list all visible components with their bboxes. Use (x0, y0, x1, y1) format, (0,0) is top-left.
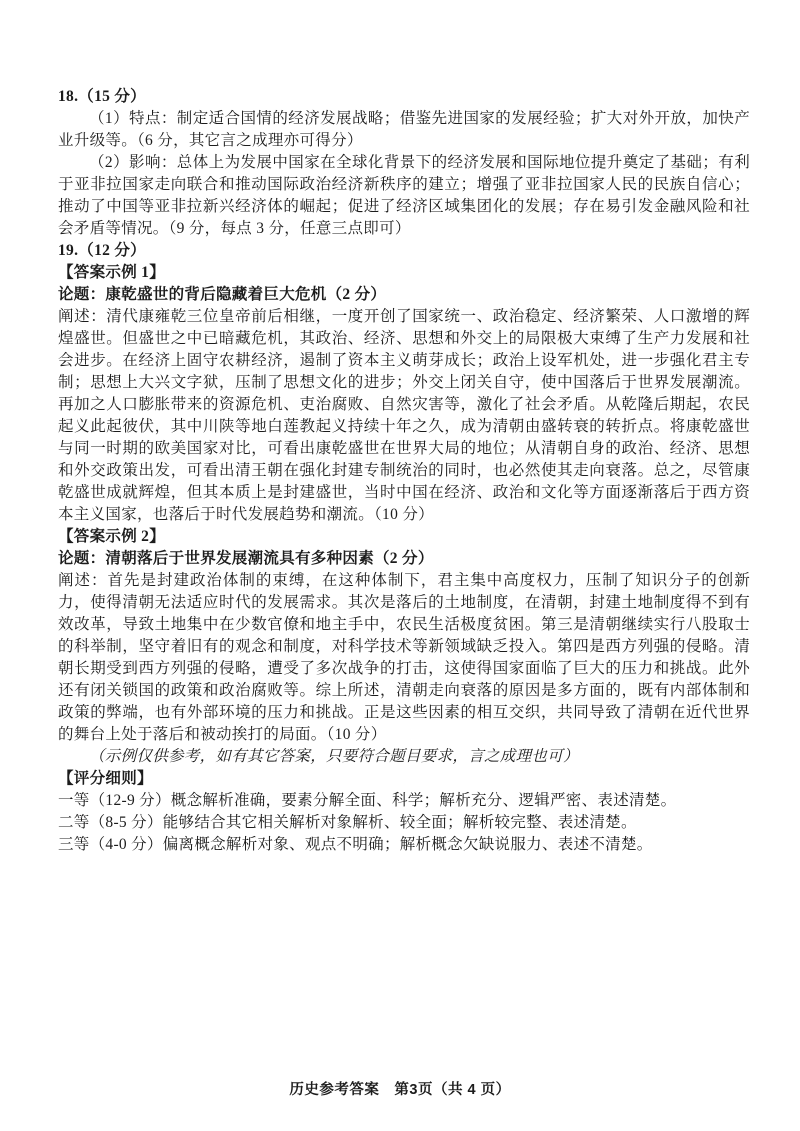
example-1-exposition: 阐述：清代康雍乾三位皇帝前后相继，一度开创了国家统一、政治稳定、经济繁荣、人口激增的辉煌盛世。但盛世之中已暗藏危机，其政治、经济、思想和外交上的局限极大束缚了生产力发展和社会进步。在经济上固守农耕经济，遏制了资本主义萌芽成长；政治上设军机处，进一步强化君主专制；思想上大兴文字狱，压制了思想文化的进步；外交上闭关自守，使中国落后于世界发展潮流。再加之人口膨胀带来的资源危机、吏治腐败、自然灾害等，激化了社会矛盾。从乾隆后期起，农民起义此起彼伏，其中川陕等地白莲教起义持续十年之久，成为清朝由盛转衰的转折点。将康乾盛世与同一时期的欧美国家对比，可看出康乾盛世在世界大局的地位；从清朝自身的政治、经济、思想和外交政策出发，可看出清王朝在强化封建专制统治的同时，也必然使其走向衰落。总之，尽管康乾盛世成就辉煌，但其本质上是封建盛世，当时中国在经济、政治和文化等方面逐渐落后于西方资本主义国家，也落后于时代发展趋势和潮流。（10 分） (58, 308, 750, 523)
answer-example-1-label: 【答案示例 1】 (58, 264, 166, 281)
question-18-heading: 18.（15 分） (58, 88, 146, 105)
page-content (58, 86, 750, 856)
example-1-thesis: 论题：康乾盛世的背后隐藏着巨大危机（2 分） (58, 286, 387, 303)
scoring-rubric (58, 768, 750, 856)
question-18-section (58, 86, 750, 240)
question-19-heading: 19.（12 分） (58, 242, 146, 259)
example-2-exposition: 阐述：首先是封建政治体制的束缚，在这种体制下，君主集中高度权力，压制了知识分子的创新力，使得清朝无法适应时代的发展需求。其次是落后的土地制度，在清朝，封建土地制度得不到有效改革，导致土地集中在少数官僚和地主手中，农民生活极度贫困。第三是清朝继续实行八股取士的科举制，坚守着旧有的观念和制度，对科学技术等新领域缺乏投入。第四是西方列强的侵略。清朝长期受到西方列强的侵略，遭受了多次战争的打击，这使得国家面临了巨大的压力和挑战。此外还有闭关锁国的政策和政治腐败等。综上所述，清朝走向衰落的原因是多方面的，既有内部体制和政策的弊端，也有外部环境的压力和挑战。正是这些因素的相互交织，共同导致了清朝在近代世界的舞台上处于落后和被动挨打的局面。（10 分） (58, 572, 750, 743)
grading-note: （示例仅供参考，如有其它答案，只要符合题目要求，言之成理也可） (89, 748, 579, 765)
rubric-tier-1: 一等（12-9 分）概念解析准确，要素分解全面、科学；解析充分、逻辑严密、表述清楚。 (58, 792, 677, 809)
rubric-label: 【评分细则】 (58, 770, 153, 787)
page-footer: 历史参考答案 第3页（共 4 页） (289, 1082, 511, 1098)
example-2-thesis: 论题：清朝落后于世界发展潮流具有多种因素（2 分） (58, 550, 434, 567)
q18-point2-answer: （2）影响：总体上为发展中国家在全球化背景下的经济发展和国际地位提升奠定了基础；有利于亚非拉国家走向联合和推动国际政治经济新秩序的建立；增强了亚非拉国家人民的民族自信心；推动了中国等亚非拉新兴经济体的崛起；促进了经济区域集团化的发展；存在易引发金融风险和社会矛盾等情况。（9 分，每点 3 分，任意三点即可） (58, 154, 750, 237)
answer-example-2-label: 【答案示例 2】 (58, 528, 166, 545)
question-19-section (58, 240, 750, 856)
rubric-tier-2: 二等（8-5 分）能够结合其它相关解析对象解析、较全面；解析较完整、表述清楚。 (58, 814, 637, 831)
q18-point1-answer: （1）特点：制定适合国情的经济发展战略；借鉴先进国家的发展经验；扩大对外开放，加快产业升级等。（6 分，其它言之成理亦可得分） (58, 110, 750, 149)
rubric-tier-3: 三等（4-0 分）偏离概念解析对象、观点不明确；解析概念欠缺说服力、表述不清楚。 (58, 836, 653, 853)
